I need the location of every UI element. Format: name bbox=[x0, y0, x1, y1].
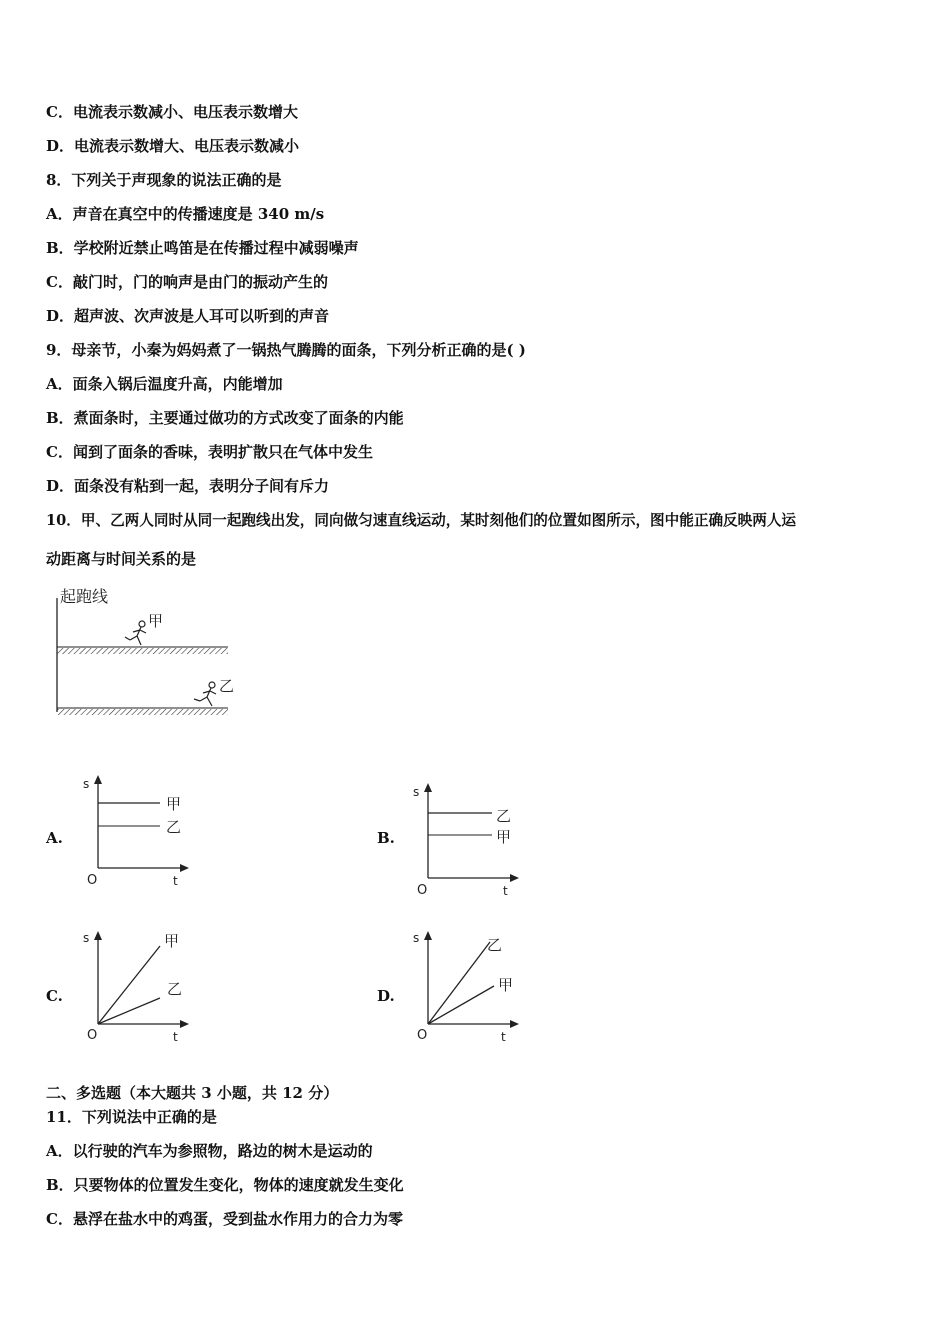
q8-option-b: B．学校附近禁止鸣笛是在传播过程中减弱噪声 bbox=[46, 239, 359, 257]
graph-b bbox=[410, 780, 530, 900]
graph-b-origin: O bbox=[417, 883, 428, 898]
graph-a bbox=[80, 772, 200, 892]
runner-yi-label: 乙 bbox=[219, 677, 235, 695]
graph-a-axis-s: s bbox=[83, 777, 90, 791]
graph-c-axis-s: s bbox=[83, 931, 90, 945]
q10-stem-line2: 动距离与时间关系的是 bbox=[46, 550, 197, 568]
option-b-label: B. bbox=[377, 829, 395, 847]
graph-b-axis-s: s bbox=[413, 785, 420, 799]
lower-track-hatch bbox=[57, 709, 228, 715]
q8-option-a: A．声音在真空中的传播速度是 340 m/s bbox=[46, 205, 325, 223]
graph-d-axis-t: t bbox=[501, 1030, 506, 1044]
section-2-heading: 二、多选题（本大题共 3 小题，共 12 分） bbox=[46, 1084, 339, 1102]
graph-c bbox=[80, 928, 200, 1048]
q11-option-b: B．只要物体的位置发生变化，物体的速度就发生变化 bbox=[46, 1176, 404, 1194]
graph-c-line-lower bbox=[98, 998, 160, 1024]
upper-track-hatch bbox=[57, 648, 228, 654]
start-line-figure bbox=[40, 580, 250, 725]
graph-c-origin: O bbox=[87, 1028, 98, 1043]
runner-jia-label: 甲 bbox=[148, 612, 164, 630]
option-a-label: A. bbox=[46, 829, 63, 847]
graph-b-axis-t: t bbox=[503, 884, 508, 898]
graph-c-line-upper bbox=[98, 946, 160, 1024]
graph-d-axis-s: s bbox=[413, 931, 420, 945]
q9-option-a: A．面条入锅后温度升高，内能增加 bbox=[46, 375, 283, 393]
graph-d-line-upper bbox=[428, 942, 490, 1024]
graph-a-axis-t: t bbox=[173, 874, 178, 888]
q7-option-c: C．电流表示数减小、电压表示数增大 bbox=[46, 103, 298, 121]
graph-d-line-lower bbox=[428, 986, 494, 1024]
graph-c-label-upper: 甲 bbox=[164, 932, 180, 950]
graph-a-label-lower: 乙 bbox=[166, 818, 182, 836]
start-line-label: 起跑线 bbox=[60, 587, 109, 606]
graph-c-axis-t: t bbox=[173, 1030, 178, 1044]
graph-a-label-upper: 甲 bbox=[166, 795, 182, 813]
option-d-label: D. bbox=[377, 987, 395, 1005]
q8-stem: 8．下列关于声现象的说法正确的是 bbox=[46, 171, 282, 189]
graph-d-origin: O bbox=[417, 1028, 428, 1043]
runner-yi-icon bbox=[194, 682, 216, 706]
q11-option-a: A．以行驶的汽车为参照物，路边的树木是运动的 bbox=[46, 1142, 373, 1160]
q11-option-c: C．悬浮在盐水中的鸡蛋，受到盐水作用力的合力为零 bbox=[46, 1210, 403, 1228]
q9-option-d: D．面条没有粘到一起，表明分子间有斥力 bbox=[46, 477, 330, 495]
q9-stem: 9．母亲节，小秦为妈妈煮了一锅热气腾腾的面条，下列分析正确的是( ) bbox=[46, 341, 526, 359]
q11-stem: 11．下列说法中正确的是 bbox=[46, 1108, 217, 1126]
q9-option-c: C．闻到了面条的香味，表明扩散只在气体中发生 bbox=[46, 443, 373, 461]
runner-jia-icon bbox=[125, 621, 146, 645]
q7-option-d: D．电流表示数增大、电压表示数减小 bbox=[46, 137, 300, 155]
q8-option-d: D．超声波、次声波是人耳可以听到的声音 bbox=[46, 307, 330, 325]
graph-c-label-lower: 乙 bbox=[167, 980, 183, 998]
graph-d bbox=[410, 928, 530, 1048]
graph-d-label-upper: 乙 bbox=[487, 936, 503, 954]
q8-option-c: C．敲门时，门的响声是由门的振动产生的 bbox=[46, 273, 328, 291]
option-c-label: C. bbox=[46, 987, 63, 1005]
q9-option-b: B．煮面条时，主要通过做功的方式改变了面条的内能 bbox=[46, 409, 404, 427]
graph-b-label-lower: 甲 bbox=[496, 828, 512, 846]
graph-b-label-upper: 乙 bbox=[496, 807, 512, 825]
graph-a-origin: O bbox=[87, 873, 98, 888]
graph-d-label-lower: 甲 bbox=[498, 976, 514, 994]
q10-stem-line1: 10．甲、乙两人同时从同一起跑线出发，同向做匀速直线运动，某时刻他们的位置如图所示，图中能正确反映两人运 bbox=[46, 512, 797, 529]
